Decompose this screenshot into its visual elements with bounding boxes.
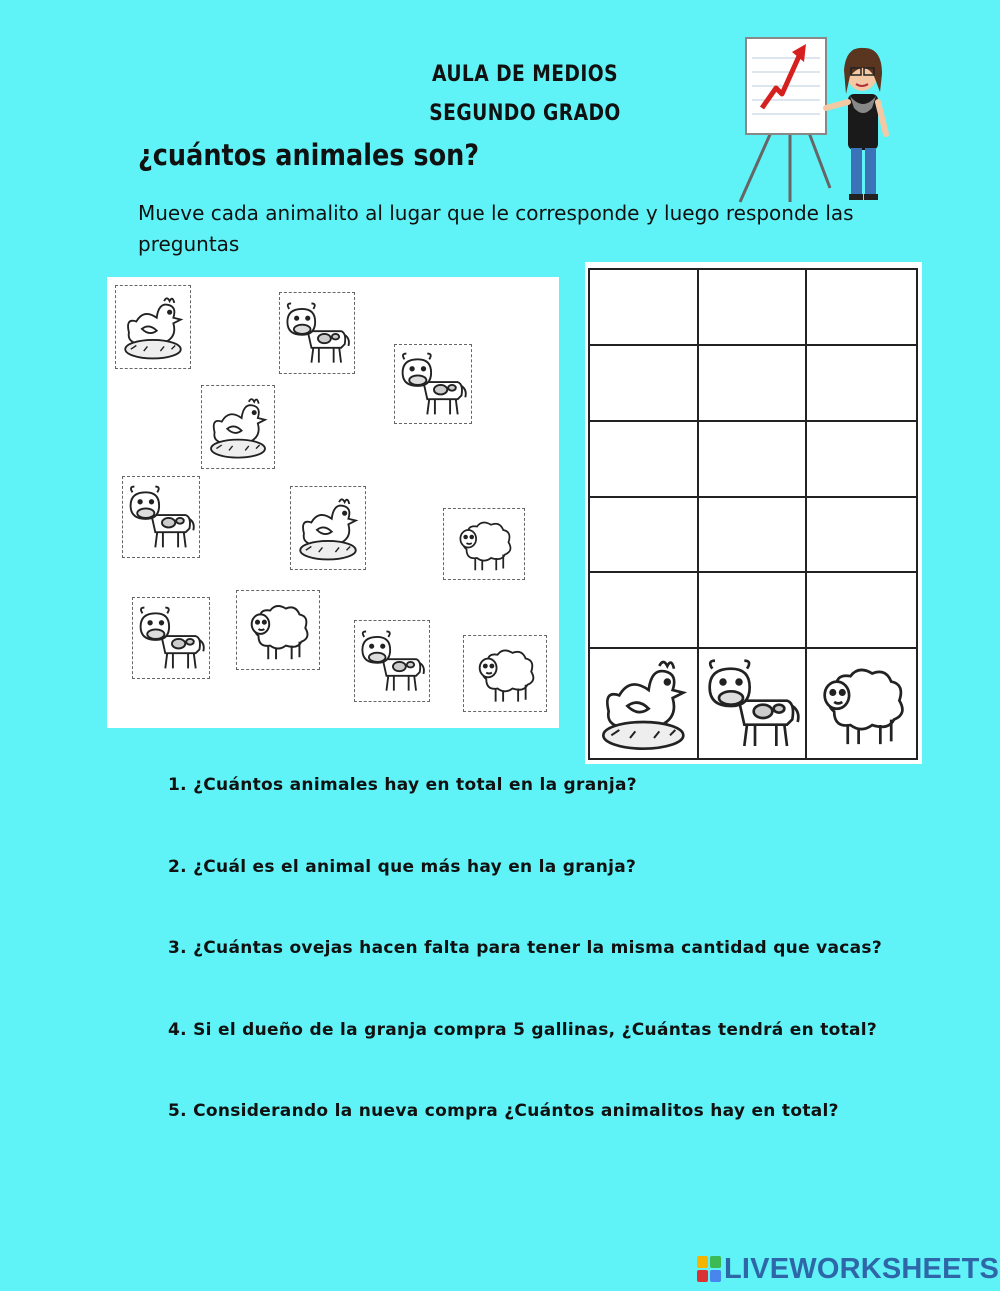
drop-cell-sheep[interactable] [807, 573, 916, 649]
question-1: 1. ¿Cuántos animales hay en total en la granja? [168, 775, 637, 795]
page-title: ¿cuántos animales son? [138, 138, 480, 172]
drop-cell-cow[interactable] [699, 573, 808, 649]
teacher-presentation-illustration [730, 30, 900, 205]
header-line-2: SEGUNDO GRADO [429, 101, 621, 126]
drop-cell-cow[interactable] [699, 498, 808, 574]
liveworksheets-logo [697, 1252, 999, 1286]
grid-label-sheep [807, 649, 916, 758]
question-4: 4. Si el dueño de la granja compra 5 gallinas, ¿Cuántas tendrá en total? [168, 1020, 878, 1040]
draggable-hen-tile[interactable] [201, 385, 275, 469]
question-3: 3. ¿Cuántas ovejas hacen falta para tener la misma cantidad que vacas? [168, 938, 883, 958]
draggable-cow-tile[interactable] [394, 344, 472, 424]
grid-label-hen [590, 649, 699, 758]
draggable-sheep-tile[interactable] [463, 635, 547, 712]
draggable-cow-tile[interactable] [279, 292, 355, 374]
drop-cell-sheep[interactable] [807, 498, 916, 574]
question-2: 2. ¿Cuál es el animal que más hay en la granja? [168, 857, 637, 877]
animal-pool [107, 277, 559, 728]
drop-cell-sheep[interactable] [807, 422, 916, 498]
drop-cell-hen[interactable] [590, 422, 699, 498]
grid-label-cow [699, 649, 808, 758]
drop-cell-cow[interactable] [699, 346, 808, 422]
question-5: 5. Considerando la nueva compra ¿Cuántos animalitos hay en total? [168, 1101, 839, 1121]
drop-cell-cow[interactable] [699, 270, 808, 346]
drop-cell-hen[interactable] [590, 346, 699, 422]
draggable-cow-tile[interactable] [122, 476, 200, 558]
liveworksheets-mark-icon [697, 1256, 721, 1282]
draggable-cow-tile[interactable] [354, 620, 430, 702]
draggable-cow-tile[interactable] [132, 597, 210, 679]
drop-cell-hen[interactable] [590, 573, 699, 649]
drop-cell-sheep[interactable] [807, 346, 916, 422]
header-line-1: AULA DE MEDIOS [432, 62, 618, 87]
draggable-hen-tile[interactable] [290, 486, 366, 570]
sorting-grid [585, 262, 922, 764]
draggable-sheep-tile[interactable] [443, 508, 525, 580]
drop-cell-hen[interactable] [590, 270, 699, 346]
draggable-hen-tile[interactable] [115, 285, 191, 369]
drop-cell-hen[interactable] [590, 498, 699, 574]
drop-cell-sheep[interactable] [807, 270, 916, 346]
draggable-sheep-tile[interactable] [236, 590, 320, 670]
drop-cell-cow[interactable] [699, 422, 808, 498]
instructions-text: Mueve cada animalito al lugar que le corresponde y luego responde las preguntas [138, 201, 854, 256]
logo-text: LIVEWORKSHEETS [724, 1252, 1000, 1285]
